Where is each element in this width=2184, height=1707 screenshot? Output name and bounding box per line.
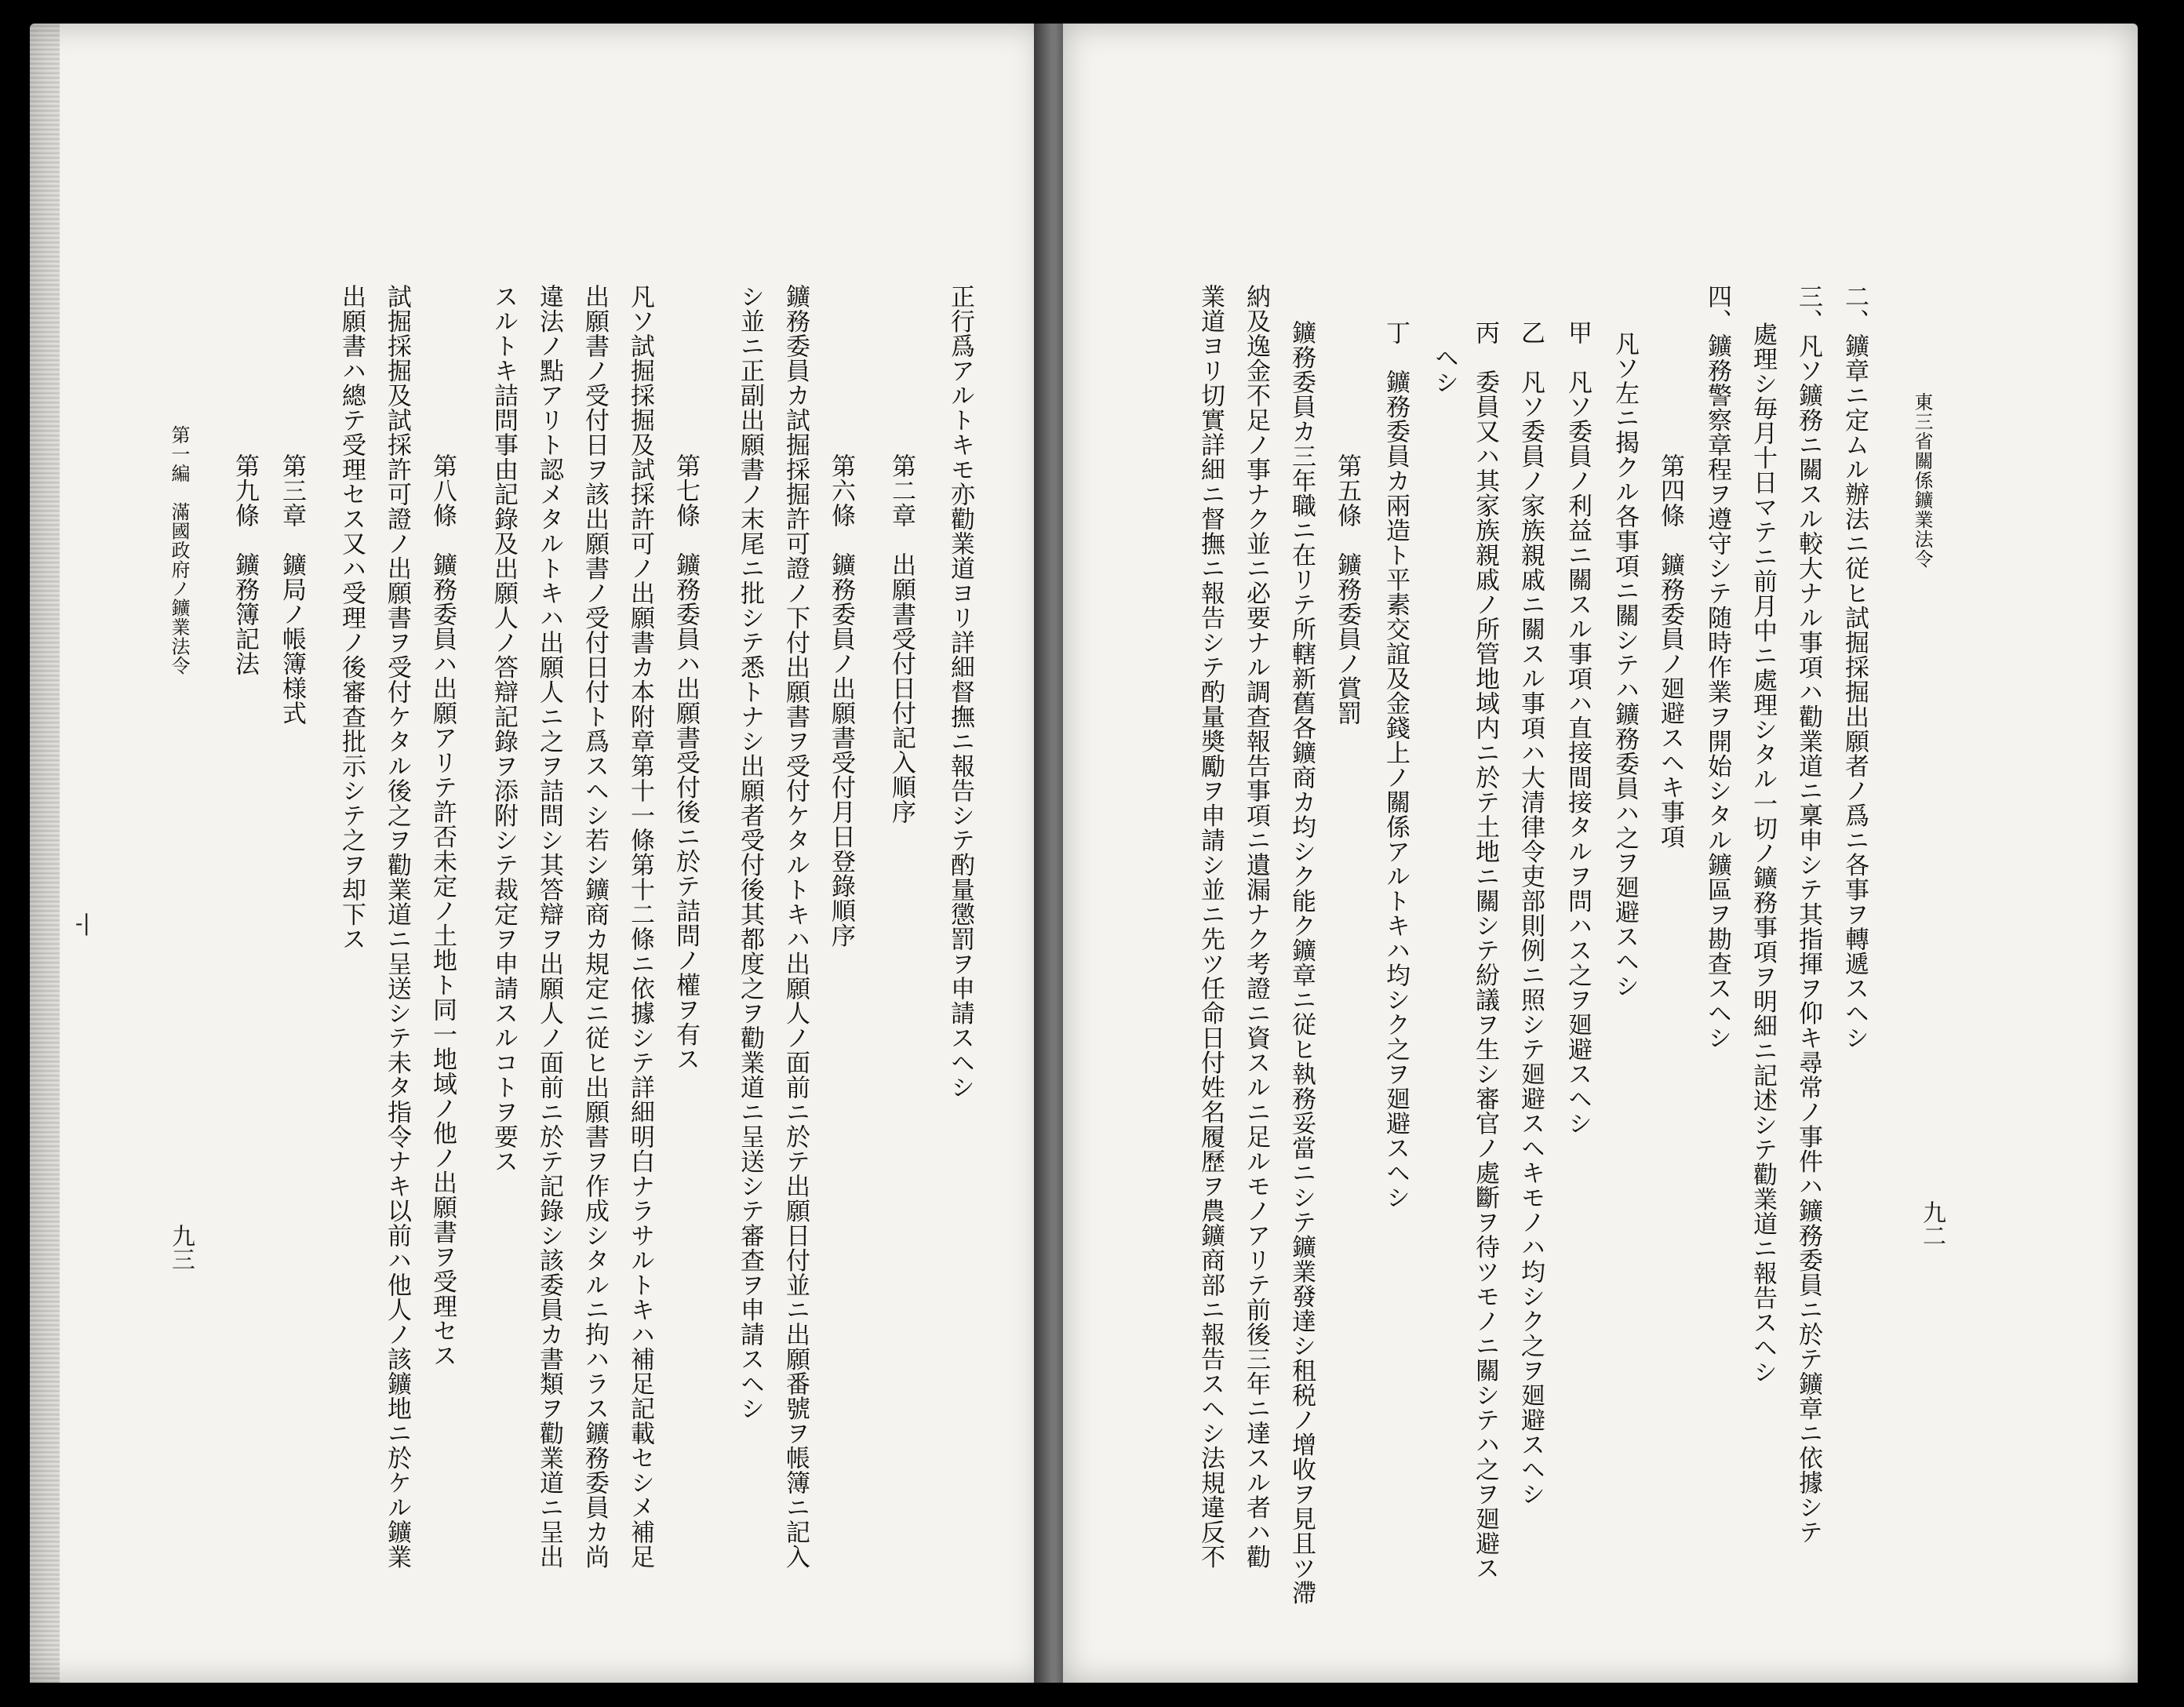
- left-col-10: スルトキ詰問事由記錄及出願人ノ答辯記錄ヲ添附シテ裁定ヲ申請スルコトヲ要ス: [490, 284, 518, 1174]
- right-col-13: 鑛務委員カ三年職ニ在リテ所轄新舊各鑛商カ均シク能ク鑛章ニ従ヒ執務妥當ニシテ鑛業發達シ租税ノ增收ヲ見且ツ滯: [1287, 320, 1316, 1605]
- right-col-12: 第五條 鑛務委員ノ賞罰: [1333, 453, 1361, 726]
- left-col-11: 第八條 鑛務委員ハ出願アリテ許否未定ノ土地ト同一地域ノ他ノ出願書ヲ受理セス: [428, 453, 457, 1368]
- right-col-15: 業道ヨリ切實詳細ニ督撫ニ報告シテ酌量奬勵ヲ申請シ並ニ先ツ任命日付姓名履歷ヲ農鑛商部ニ報告スヘシ法規違反不: [1196, 284, 1225, 1569]
- left-col-2: 第二章 出願書受付日付記入順序: [887, 453, 915, 824]
- right-col-2: 三、凡ソ鑛務ニ關スル較大ナル事項ハ勸業道ニ稟申シテ其指揮ヲ仰キ尋常ノ事件ハ鑛務委員ニ於テ鑛章ニ依據シテ: [1794, 284, 1822, 1545]
- right-col-7: 甲 凡ソ委員ノ利益ニ關スル事項ハ直接間接タルヲ問ハス之ヲ廻避スヘシ: [1563, 320, 1592, 1136]
- right-col-4: 四、鑛務警察章程ヲ遵守シテ随時作業ヲ開始シタル鑛區ヲ勘查スヘシ: [1703, 284, 1731, 1050]
- left-col-4: 鑛務委員カ試掘採掘許可證ノ下付出願書ヲ受付ケタルトキハ出願人ノ面前ニ於テ出願日付並ニ出願番號ヲ帳簿ニ記入: [781, 284, 810, 1569]
- left-col-15: 第九條 鑛務簿記法: [231, 453, 259, 676]
- right-col-3: 處理シ毎月十日マテニ前月中ニ處理シタル一切ノ鑛務事項ヲ明細ニ記述シテ勸業道ニ報告スヘシ: [1749, 322, 1777, 1385]
- right-col-5: 第四條 鑛務委員ノ廻避スヘキ事項: [1656, 453, 1684, 849]
- right-col-9: 丙 委員又ハ其家族親戚ノ所管地域内ニ於テ土地ニ關シテ紛議ヲ生シ審官ノ處斷ヲ待ツモノニ關シテハ之ヲ廻避ス: [1471, 320, 1499, 1581]
- right-col-10: ヘシ: [1430, 345, 1458, 395]
- right-col-11: 丁 鑛務委員カ兩造ト平素交誼及金錢上ノ關係アルトキハ均シク之ヲ廻避スヘシ: [1381, 320, 1410, 1210]
- left-page-edge: [30, 24, 60, 1683]
- left-col-8: 出願書ノ受付日ヲ該出願書ノ受付日付ト爲スヘシ若シ鑛商カ規定ニ従ヒ出願書ヲ作成シタルニ拘ハラス鑛務委員カ尚: [581, 284, 609, 1569]
- right-col-14: 納及逸金不足ノ事ナク並ニ必要ナル調查報告事項ニ遺漏ナク考證ニ資スルニ足ルモノアリテ前後三年ニ達スル者ハ勸: [1242, 284, 1270, 1569]
- margin-mark: -|: [75, 910, 90, 936]
- page-number-left: 九三: [167, 1224, 195, 1271]
- left-col-5: シ並ニ正副出願書ノ末尾ニ批シテ悉トナシ出願者受付後其都度之ヲ勸業道ニ呈送シテ審查ヲ申請スヘシ: [736, 284, 764, 1421]
- right-page: [1063, 24, 2138, 1683]
- right-col-6: 凡ソ左ニ揭クル各事項ニ關シテハ鑛務委員ハ之ヲ廻避スヘシ: [1611, 331, 1639, 999]
- right-col-1: 二、鑛章ニ定ムル辦法ニ従ヒ試掘採掘出願者ノ爲ニ各事ヲ轉遞スヘシ: [1840, 284, 1869, 1050]
- running-head: 東三省關係鑛業法令: [1911, 392, 1933, 569]
- left-col-12: 試掘採掘及試採許可證ノ出願書ヲ受付ケタル後之ヲ勸業道ニ呈送シテ未タ指令ナキ以前ハ他人ノ該鑛地ニ於ケル鑛業: [383, 284, 411, 1569]
- left-col-7: 凡ソ試掘採掘及試採許可ノ出願書カ本附章第十一條第十二條ニ依據シテ詳細明白ナラサルトキハ補足記載セシメ補足: [626, 284, 654, 1569]
- left-col-13: 出願書ハ總テ受理セス又ハ受理ノ後審查批示シテ之ヲ却下ス: [337, 284, 366, 952]
- left-col-9: 違法ノ點アリト認メタルトキハ出願人ニ之ヲ詰問シ其答辯ヲ出願人ノ面前ニ於テ記錄シ該委員カ書類ヲ勸業道ニ呈出: [535, 284, 563, 1569]
- right-col-8: 乙 凡ソ委員ノ家族親戚ニ關スル事項ハ大清律令吏部則例ニ照シテ廻避スヘキモノハ均シク之ヲ廻避スヘシ: [1516, 320, 1545, 1506]
- left-col-3: 第六條 鑛務委員ノ出願書受付月日登錄順序: [827, 453, 855, 948]
- page-number-right: 九二: [1918, 1200, 1946, 1247]
- left-col-6: 第七條 鑛務委員ハ出願書受付後ニ於テ詰問ノ權ヲ有ス: [672, 453, 700, 1072]
- left-page: [30, 24, 1043, 1683]
- running-foot: 第一編 滿國政府ノ鑛業法令: [168, 425, 190, 675]
- left-col-14: 第三章 鑛局ノ帳簿様式: [278, 453, 306, 726]
- left-col-1: 正行爲アルトキモ亦勸業道ヨリ詳細督撫ニ報告シテ酌量懲罰ヲ申請スヘシ: [946, 284, 974, 1100]
